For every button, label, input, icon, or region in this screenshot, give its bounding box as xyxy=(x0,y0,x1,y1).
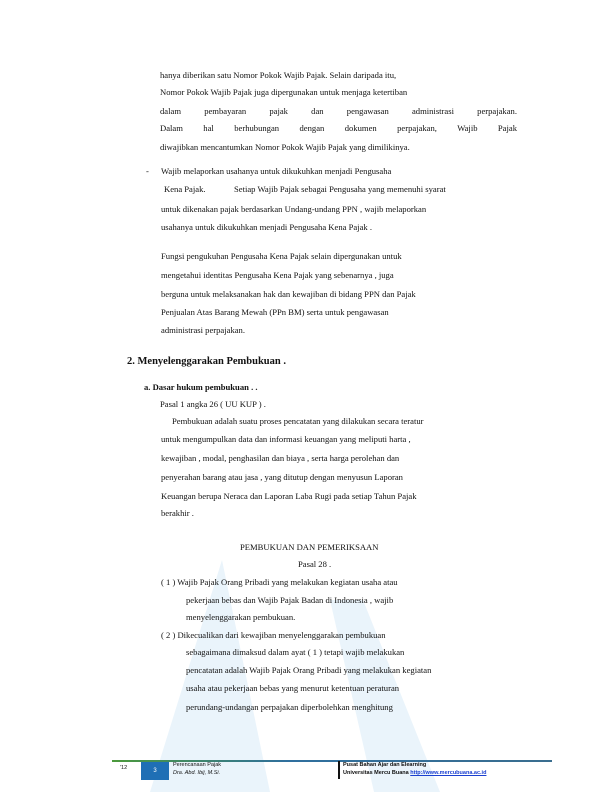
body-line: ( 2 ) Dikecualikan dari kewajiban menyelenggarakan pembukuan xyxy=(161,630,386,640)
body-line: berguna untuk melaksanakan hak dan kewajiban di bidang PPN dan Pajak xyxy=(161,289,416,299)
body-line: hanya diberikan satu Nomor Pokok Wajib Pajak. Selain daripada itu, xyxy=(160,70,397,80)
body-line: Nomor Pokok Wajib Pajak juga dipergunakan untuk menjaga ketertiban xyxy=(160,87,408,97)
footer-separator xyxy=(338,761,340,779)
footer-university-line xyxy=(343,770,486,776)
footer-author: Dra. Abd. Ibij, M.Si. xyxy=(173,770,221,776)
body-line: Pembukuan adalah suatu proses pencatatan yang dilakukan secara teratur xyxy=(172,416,424,426)
body-line: untuk dikenakan pajak berdasarkan Undang-undang PPN , wajib melaporkan xyxy=(161,204,427,214)
body-line: Dalam hal berhubungan dengan dokumen perpajakan, Wajib Pajak xyxy=(160,123,517,133)
body-line: Keuangan berupa Neraca dan Laporan Laba Rugi pada setiap Tahun Pajak xyxy=(161,491,417,501)
body-line: Pasal 1 angka 26 ( UU KUP ) . xyxy=(160,399,266,409)
body-line: Setiap Wajib Pajak sebagai Pengusaha yang memenuhi syarat xyxy=(234,184,446,194)
body-line: berakhir . xyxy=(161,508,194,518)
footer-course: Perencanaan Pajak xyxy=(173,762,222,768)
body-line: usaha atau pekerjaan bebas yang menurut ketentuan peraturan xyxy=(186,683,400,693)
body-line: menyelenggarakan pembukuan. xyxy=(186,612,296,622)
footer-link[interactable]: http://www.mercubuana.ac.id xyxy=(410,770,487,776)
section-heading: 2. Menyelenggarakan Pembukuan . xyxy=(127,356,286,367)
body-line: mengetahui identitas Pengusaha Kena Pajak yang sebenarnya , juga xyxy=(161,270,394,280)
body-line: pencatatan adalah Wajib Pajak Orang Pribadi yang melakukan kegiatan xyxy=(186,665,432,675)
body-line: Penjualan Atas Barang Mewah (PPn BM) serta untuk pengawasan xyxy=(161,307,389,317)
body-line: Kena Pajak. xyxy=(164,184,206,194)
body-line: sebagaimana dimaksud dalam ayat ( 1 ) tetapi wajib melakukan xyxy=(186,647,405,657)
footer-year: '12 xyxy=(120,765,128,771)
page-number-text: 3 xyxy=(153,768,157,774)
body-line: kewajiban , modal, penghasilan dan biaya , serta harga perolehan dan xyxy=(161,453,400,463)
article-number: Pasal 28 . xyxy=(298,559,332,569)
body-line: untuk mengumpulkan data dan informasi keuangan yang meliputi harta , xyxy=(161,434,411,444)
section-title: PEMBUKUAN DAN PEMERIKSAAN xyxy=(240,542,379,552)
body-line: penyerahan barang atau jasa , yang ditutup dengan menyusun Laporan xyxy=(161,472,403,482)
page-number xyxy=(141,762,169,780)
body-line: administrasi perpajakan. xyxy=(161,325,245,335)
body-line: perundang-undangan perpajakan diperbolehkan menghitung xyxy=(186,702,393,712)
footer-center: Pusat Bahan Ajar dan Elearning xyxy=(343,762,427,768)
body-line: diwajibkan mencantumkan Nomor Pokok Wajib Pajak yang dimilikinya. xyxy=(160,142,410,152)
body-line: ( 1 ) Wajib Pajak Orang Pribadi yang melakukan kegiatan usaha atau xyxy=(161,577,398,587)
bullet-marker: - xyxy=(146,166,149,176)
subsection-heading: a. Dasar hukum pembukuan . . xyxy=(144,382,258,392)
body-line: Wajib melaporkan usahanya untuk dikukuhkan menjadi Pengusaha xyxy=(161,166,392,176)
body-line: dalam pembayaran pajak dan pengawasan administrasi perpajakan. xyxy=(160,106,517,116)
body-line: Fungsi pengukuhan Pengusaha Kena Pajak selain dipergunakan untuk xyxy=(161,251,402,261)
body-line: usahanya untuk dikukuhkan menjadi Pengusaha Kena Pajak . xyxy=(161,222,372,232)
body-line: pekerjaan bebas dan Wajib Pajak Badan di Indonesia , wajib xyxy=(186,595,394,605)
footer-university: Universitas Mercu Buana xyxy=(343,770,409,776)
